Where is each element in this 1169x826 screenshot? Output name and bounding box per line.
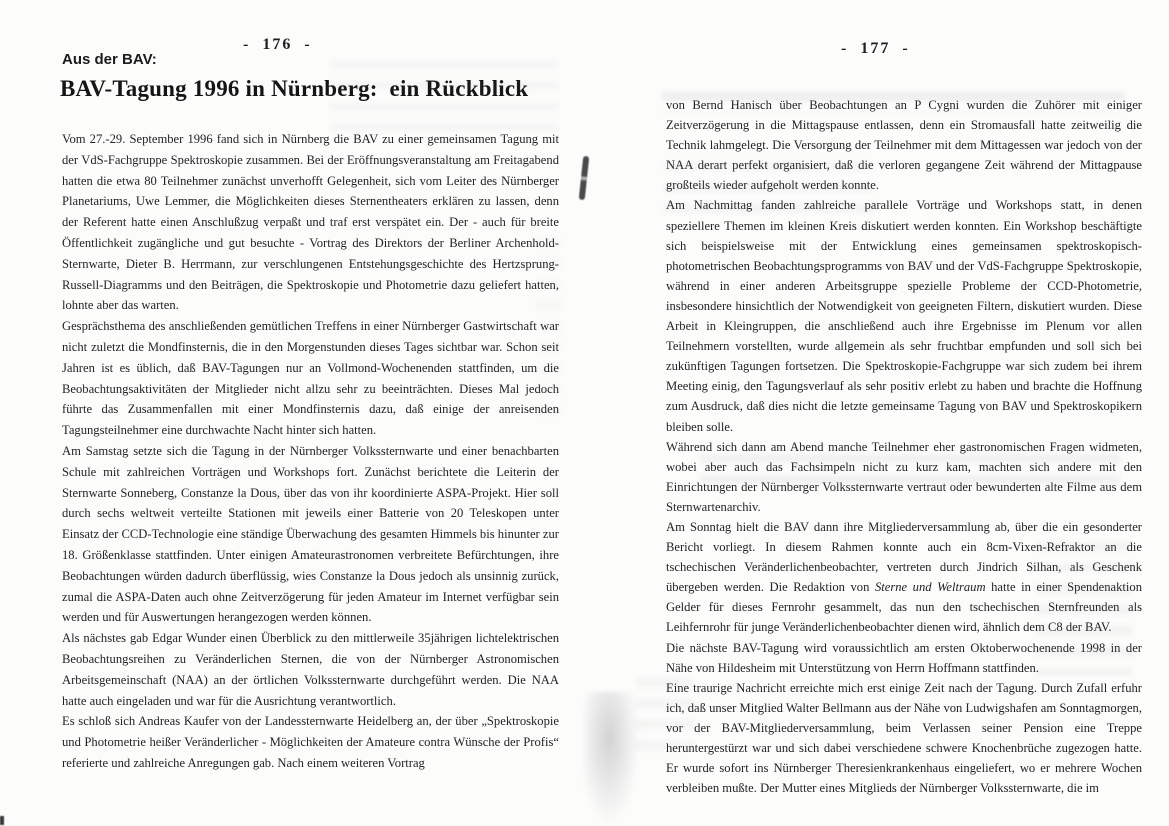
section-kicker: Aus der BAV: [62,51,157,68]
paragraph: Am Nachmittag fanden zahlreiche parallele Vorträge und Workshops statt, in denen speziellere Themen im kleinen Kreis diskutiert werden konnten. Ein Workshop beschäftigte sich beispielsweise mit der Entwicklung eines gemeinsamen spektroskopisch-photometrischen Beobachtungsprogramms von BAV und der VdS-Fachgruppe Spektroskopie, während in einer anderen Arbeitsgruppe spezielle Probleme der CCD-Photometrie, insbesondere hinsichtlich der Notwendigkeit von geeigneten Filtern, diskutiert wurden. Diese Arbeit in Kleingruppen, die anschließend auch ihre Ergebnisse im Plenum vor allen Teilnehmern vorstellten, wurde allgemein als sehr fruchtbar empfunden und soll sich bei zukünftigen Tagungen fortsetzen. Die Spektroskopie-Fachgruppe war sich zudem bei ihrem Meeting einig, den Tagungsverlauf als sehr positiv erlebt zu haben und brachte die Hoffnung zum Ausdruck, daß dies nicht die letzte gemeinsame Tagung von BAV und Spektroskopikern bleiben solle. [666,198,1142,434]
page-number-right: - 177 - [841,40,910,57]
page-number-left: - 176 - [243,36,312,53]
paragraph: Gesprächsthema des anschließenden gemütlichen Treffens in einer Nürnberger Gastwirtschaft war nicht zuletzt die Mondfinsternis, die in den Morgenstunden dieses Tages sichtbar war. Schon seit Jahren ist es üblich, daß BAV-Tagungen nur an Vollmond-Wochenenden stattfinden, um die Beobachtungsaktivitäten der Mitglieder nicht allzu sehr zu beeinträchten. Dieses Mal jedoch führte das Zusammenfallen mit einer Mondfinsternis dazu, daß einige der anreisenden Tagungsteilnehmer eine durchwachte Nacht hinter sich hatten. [62,319,559,438]
article-title: BAV-Tagung 1996 in Nürnberg: ein Rückblick [60,76,529,101]
paragraph: von Bernd Hanisch über Beobachtungen an P Cygni wurden die Zuhörer mit einiger Zeitverzögerung in die Mittagspause entlassen, denn ein Stromausfall hatte zeitweilig die Technik lahmgelegt. Die Versorgung der Teilnehmer mit dem Mittagessen war jedoch von der NAA derart perfekt organisiert, daß die verloren gegangene Zeit während der Mittagpause großteils wieder aufgeholt werden konnte. [666,98,1142,193]
paragraph: Als nächstes gab Edgar Wunder einen Überblick zu den mittlerweile 35jährigen lichtelektrischen Beobachtungsreihen zu Veränderlichen Sternen, die von der Nürnberger Astronomischen Arbeitsgemeinschaft (NAA) an der örtlichen Volkssternwarte durchgeführt werden. Die NAA hatte auch eingeladen und war für die Ausrichtung verantwortlich. [62,631,559,708]
paragraph: Eine traurige Nachricht erreichte mich erst einige Zeit nach der Tagung. Durch Zufall erfuhr ich, daß unser Mitglied Walter Bellmann aus der Nähe von Ludwigshafen am Sonntagmorgen, vor der BAV-Mitgliederversammlung, beim Verlassen seiner Pension eine Treppe heruntergestürzt war und sich dabei verschiedene schwere Knochenbrüche zugezogen hatte. Er wurde sofort ins Nürnberger Theresienkrankenhaus eingeliefert, wo er mehrere Wochen verbleiben mußte. Der Mutter eines Mitglieds der Nürnberger Volkssternwarte, die im [666,680,1142,796]
right-page-body [666,95,1142,798]
spine-shadow [584,692,640,826]
paragraph: Am Sonntag hielt die BAV dann ihre Mitgliederversammlung ab, über die ein gesonderter Bericht vorliegt. In diesem Rahmen konnte auch ein 8cm-Vixen-Refraktor an die tschechischen Veränderlichenbeobachter, vertreten durch Jindrich Silhan, als Geschenk übergeben werden. Die Redaktion von Sterne und Weltraum hatte in einer Spendenaktion Gelder für dieses Fernrohr gesammelt, das nun den tschechischen Sternfreunden als Leihfernrohr für junge Veränderlichenbeobachter dienen wird, ähnlich dem C8 der BAV. [666,519,1142,635]
scan-edge-speck [0,816,4,825]
left-page-body [62,129,559,774]
paragraph: Während sich dann am Abend manche Teilnehmer eher gastronomischen Fragen widmeten, wobei aber auch das Fachsimpeln nicht zu kurz kam, machten sich andere mit den Einrichtungen der Nürnberger Volkssternwarte vertraut oder bewunderten alte Filme aus dem Sternwartenarchiv. [666,439,1142,514]
paragraph: Am Samstag setzte sich die Tagung in der Nürnberger Volkssternwarte und einer benachbarten Schule mit zahlreichen Vorträgen und Workshops fort. Zunächst berichtete die Leiterin der Sternwarte Sonneberg, Constanze la Dous, über das von ihr koordinierte ASPA-Projekt. Hier soll durch sechs weltweit verteilte Stationen mit jeweils einer Batterie von 20 Teleskopen unter Einsatz der CCD-Technologie eine ständige Überwachung des gesamten Himmels bis hinunter zur 18. Größenklasse stattfinden. Unter einigen Amateurastronomen verbreitete Befürchtungen, ihre Beobachtungen würden dadurch überflüssig, wies Constanze la Dous jedoch als unsinnig zurück, zumal die ASPA-Daten auch ohne Zeitverzögerung für jeden Amateur im Internet verfügbar sein werden und für Auswertungen herangezogen werden können. [62,443,559,625]
paragraph: Vom 27.-29. September 1996 fand sich in Nürnberg die BAV zu einer gemeinsamen Tagung mit der VdS-Fachgruppe Spektroskopie zusammen. Bei der Eröffnungsveranstaltung am Freitagabend hatten die etwa 80 Teilnehmer zunächst unverhofft Gelegenheit, sich vom Leiter des Nürnberger Planetariums, Uwe Lemmer, die Möglichkeiten dieses Sternentheaters erklären zu lassen, denn der Referent hatte einen Anschlußzug verpaßt und traf erst verspätet ein. Der - auch für breite Öffentlichkeit zugängliche und gut besuchte - Vortrag des Direktors der Berliner Archenhold-Sternwarte, Dieter B. Herrmann, zur verschlungenen Entstehungsgeschichte des Hertzsprung-Russell-Diagramms und den Beiträgen, die Spektroskopie und Photometrie dazu geliefert hatten, lohnte aber das warten. [62,132,559,313]
binding-fold-mark [579,156,590,200]
paragraph: Die nächste BAV-Tagung wird voraussichtlich am ersten Oktoberwochenende 1998 in der Nähe von Hildesheim mit Unterstützung von Herrn Hoffmann stattfinden. [666,640,1142,675]
paragraph: Es schloß sich Andreas Kaufer von der Landessternwarte Heidelberg an, der über „Spektroskopie und Photometrie heißer Veränderlicher - Möglichkeiten der Amateure contra Wünsche der Profis“ referierte und zahlreiche Anregungen gab. Nach einem weiteren Vortrag [62,714,559,770]
